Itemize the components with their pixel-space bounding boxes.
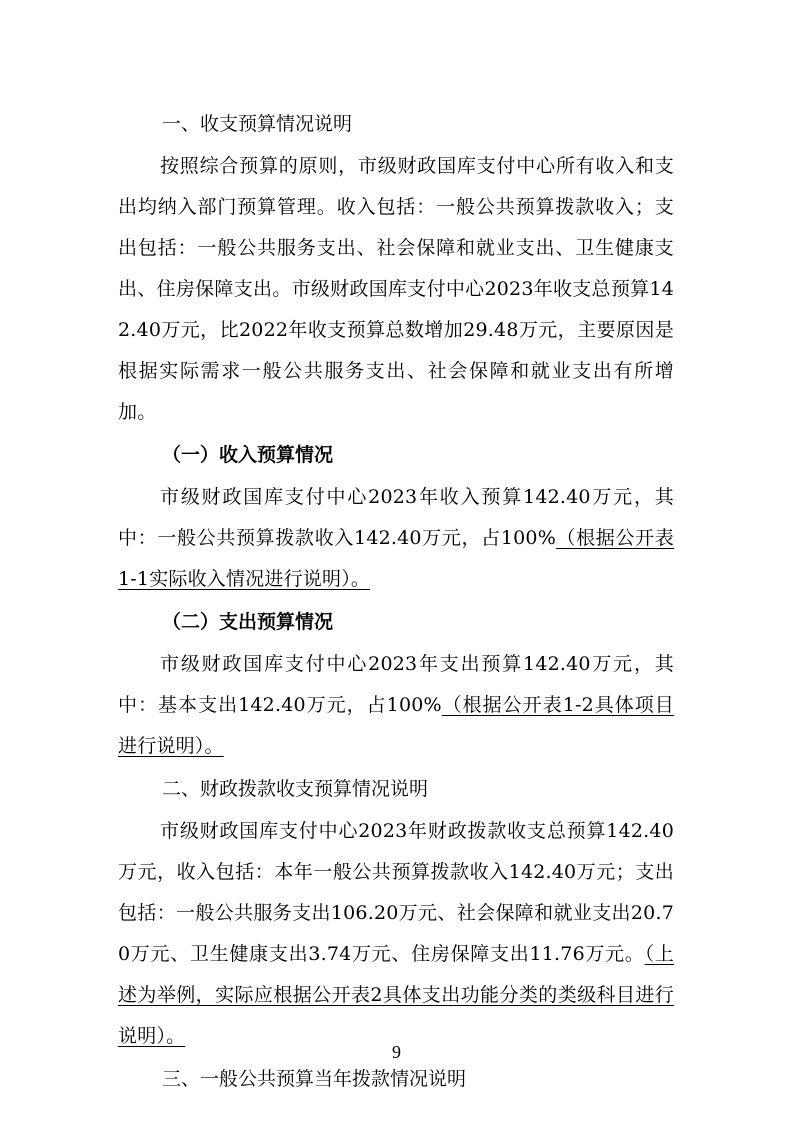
section-2-note: （上述为举例，实际应根据公开表2具体支出功能分类的类级科目进行说明）。 [118,943,674,1047]
section-1-paragraph: 按照综合预算的原则，市级财政国库支付中心所有收入和支出均纳入部门预算管理。收入包括：一般公共预算拨款收入；支出包括：一般公共服务支出、社会保障和就业支出、卫生健康支出、住房保障支出。市级财政国库支付中心2023年收支总预算142.40万元，比2022年收支预算总数增加29.48万元，主要原因是根据实际需求一般公共服务支出、社会保障和就业支出有所增加。 [118,155,674,423]
income-note: （根据公开表1-1实际收入情况进行说明）。 [118,527,674,590]
subsection-expense-paragraph [118,644,674,767]
subsection-income-heading: （一）收入预算情况 [162,444,334,466]
document-body [118,102,674,1101]
section-2-paragraph [118,811,674,1057]
section-1-heading: 一、收支预算情况说明 [162,113,353,135]
expense-text: 市级财政国库支付中心2023年支出预算142.40万元，其中：基本支出142.40万元，占100% [118,653,674,716]
section-2-text: 市级财政国库支付中心2023年财政拨款收支总预算142.40万元，收入包括：本年一般公共预算拨款收入142.40万元；支出包括：一般公共服务支出106.20万元、社会保障和就业支出20.70万元、卫生健康支出3.74万元、住房保障支出11.76万元。 [118,820,674,965]
section-3-heading: 三、一般公共预算当年拨款情况说明 [162,1068,467,1090]
expense-note: （根据公开表1-2具体项目进行说明）。 [118,694,674,757]
income-text: 市级财政国库支付中心2023年收入预算142.40万元，其中：一般公共预算拨款收入142.40万元，占100% [118,486,674,549]
page-number: 9 [392,1042,401,1062]
subsection-income-paragraph [118,477,674,600]
subsection-expense-heading: （二）支出预算情况 [162,611,334,633]
section-2-heading: 二、财政拨款收支预算情况说明 [162,778,429,800]
